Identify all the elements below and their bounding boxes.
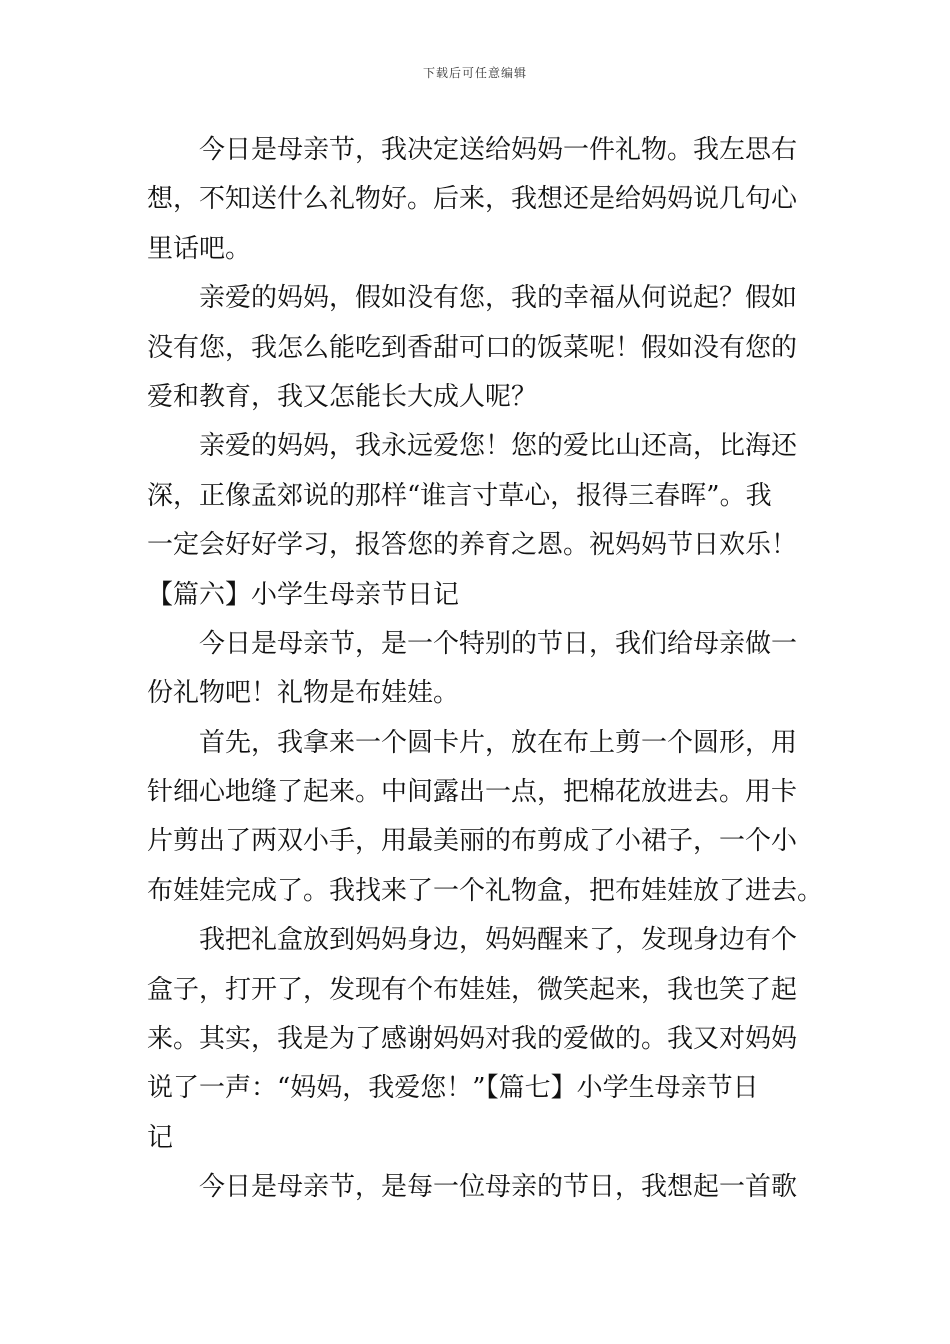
text-line: 片剪出了两双小手，用最美丽的布剪成了小裙子，一个小 [147,826,798,857]
text-line: 说了一声：“妈妈，我爱您！”【篇七】小学生母亲节日 [147,1073,759,1104]
text-line: 布娃娃完成了。我找来了一个礼物盒，把布娃娃放了进去。 [147,875,824,906]
text-line: 首先，我拿来一个圆卡片，放在布上剪一个圆形，用 [199,727,798,758]
text-line: 想，不知送什么礼物好。后来，我想还是给妈妈说几句心 [147,184,798,215]
text-line: 份礼物吧！礼物是布娃娃。 [147,678,460,709]
document-body [147,126,824,1213]
text-line: 爱和教育，我又怎能长大成人呢？ [147,381,538,412]
page-header: 下载后可任意编辑 [422,66,527,80]
section-heading: 【篇六】小学生母亲节日记 [147,579,460,610]
text-line: 一定会好好学习，报答您的养育之恩。祝妈妈节日欢乐！ [147,530,798,561]
text-line: 亲爱的妈妈，假如没有您，我的幸福从何说起？假如 [199,283,798,314]
text-line: 针细心地缝了起来。中间露出一点，把棉花放进去。用卡 [147,777,798,808]
text-line: 记 [147,1122,174,1153]
text-line: 今日是母亲节，我决定送给妈妈一件礼物。我左思右 [199,135,798,165]
text-line: 没有您，我怎么能吃到香甜可口的饭菜呢！假如没有您的 [147,332,798,363]
text-line: 盒子，打开了，发现有个布娃娃，微笑起来，我也笑了起 [147,974,798,1005]
text-line: 今日是母亲节，是每一位母亲的节日，我想起一首歌 [199,1172,798,1203]
text-line: 亲爱的妈妈，我永远爱您！您的爱比山还高，比海还 [199,431,798,462]
text-line: 我把礼盒放到妈妈身边，妈妈醒来了，发现身边有个 [199,925,798,956]
text-line: 里话吧。 [147,233,252,264]
text-line: 今日是母亲节，是一个特别的节日，我们给母亲做一 [199,628,798,659]
text-line: 来。其实，我是为了感谢妈妈对我的爱做的。我又对妈妈 [147,1024,798,1055]
text-line: 深，正像孟郊说的那样“谁言寸草心，报得三春晖”。我 [147,480,772,511]
